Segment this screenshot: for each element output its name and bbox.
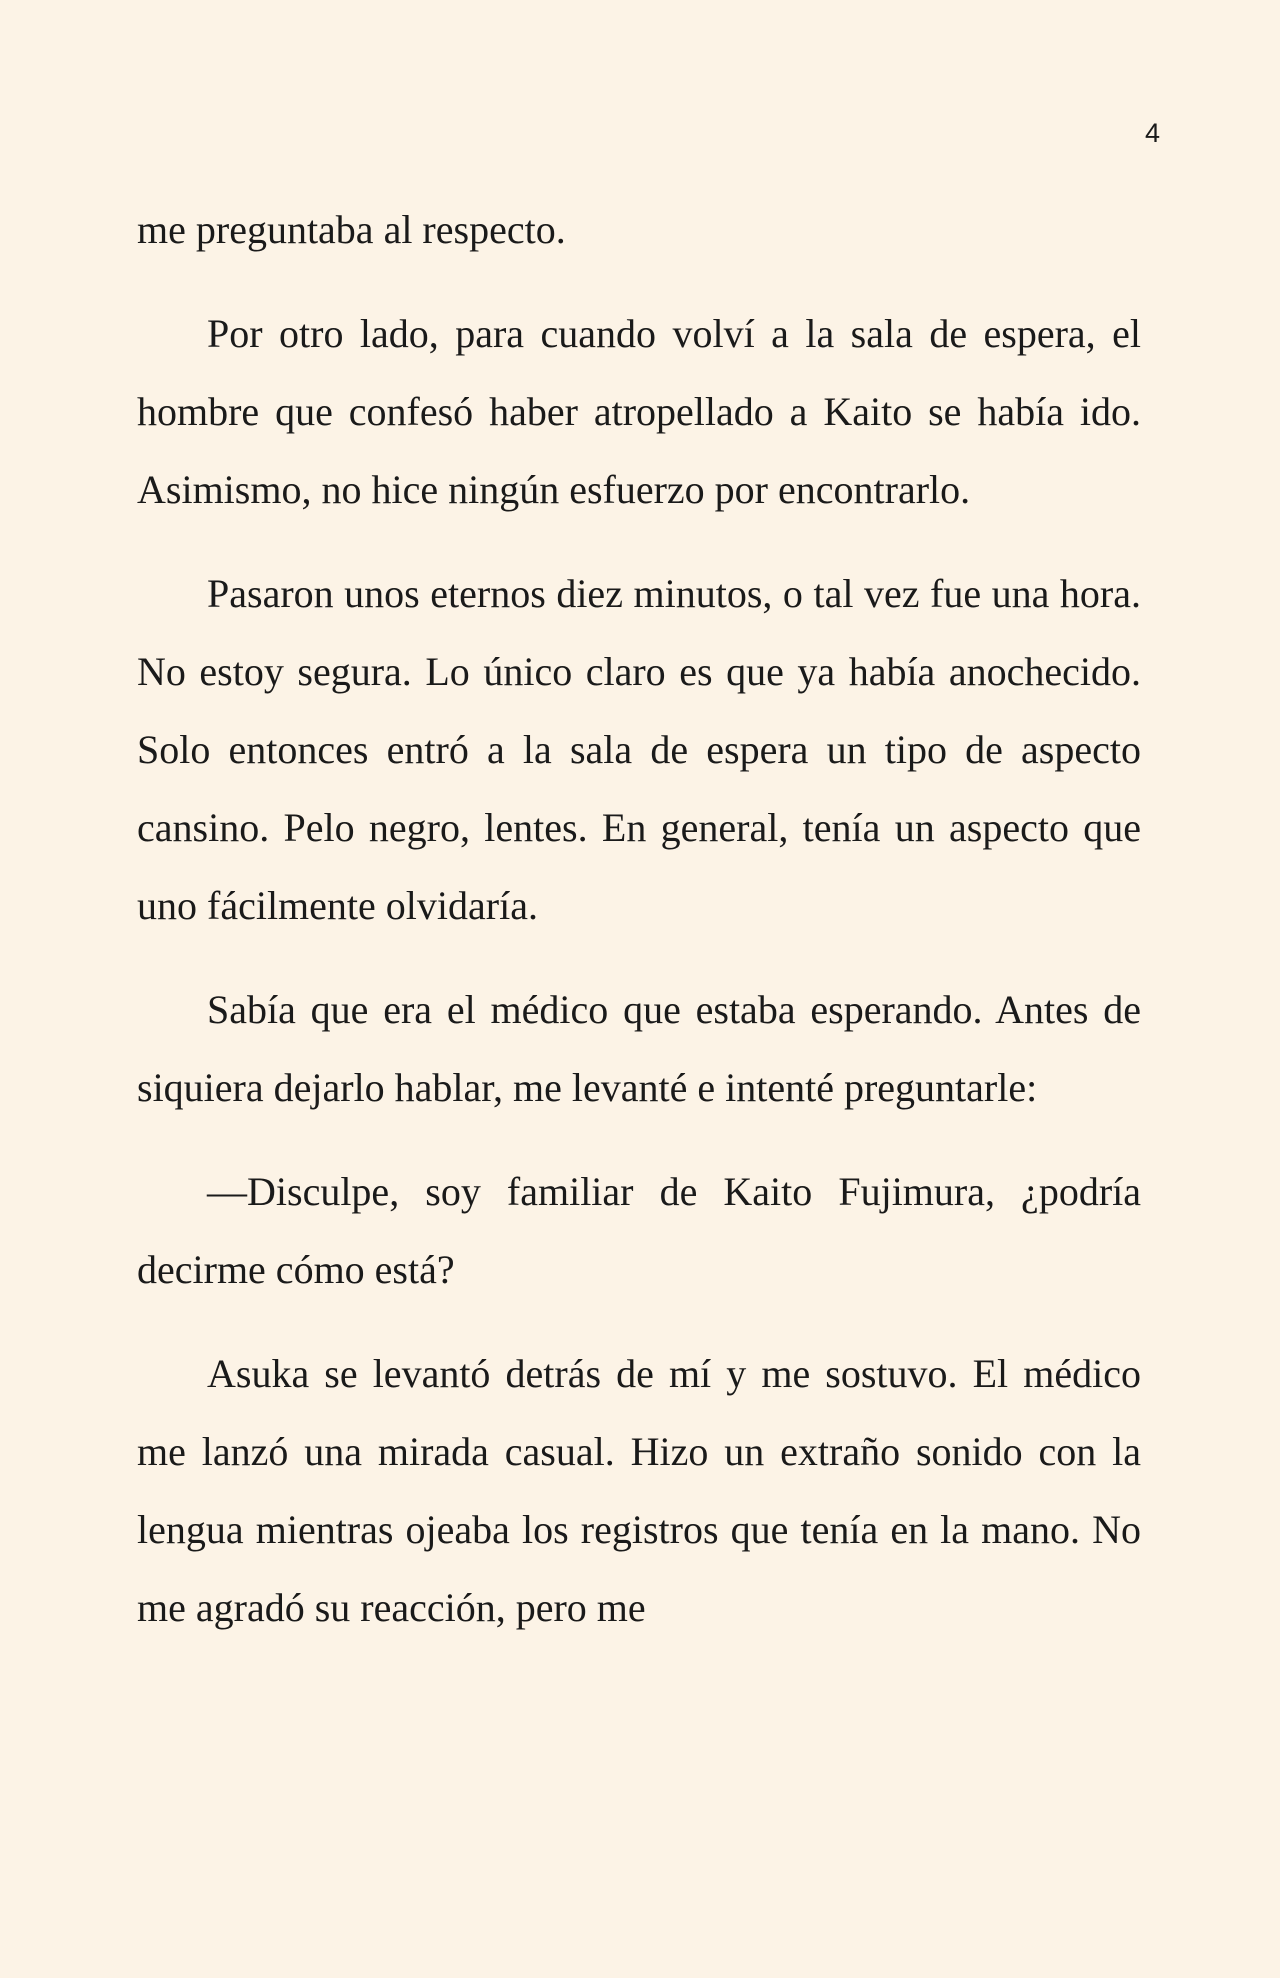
paragraph-2: Por otro lado, para cuando volví a la sala de espera, el hombre que confesó haber atropellado a Kaito se había ido. Asimismo, no hice ningún esfuerzo por encontrarlo.: [137, 311, 1141, 512]
page-number: 4: [1144, 118, 1160, 148]
body-text: [137, 191, 1141, 1673]
paragraph-4: Sabía que era el médico que estaba esperando. Antes de siquiera dejarlo hablar, me levanté e intenté preguntarle:: [137, 987, 1141, 1110]
paragraph-5: —Disculpe, soy familiar de Kaito Fujimura, ¿podría decirme cómo está?: [137, 1169, 1141, 1292]
paragraph-6: Asuka se levantó detrás de mí y me sostuvo. El médico me lanzó una mirada casual. Hizo un extraño sonido con la lengua mientras ojeaba los registros que tenía en la mano. No me agradó su reacción, pero me: [137, 1351, 1141, 1630]
paragraph-1: me preguntaba al respecto.: [137, 207, 566, 252]
paragraph-3: Pasaron unos eternos diez minutos, o tal vez fue una hora. No estoy segura. Lo único claro es que ya había anochecido. Solo entonces entró a la sala de espera un tipo de aspecto cansino. Pelo negro, lentes. En general, tenía un aspecto que uno fácilmente olvidaría.: [137, 571, 1141, 928]
